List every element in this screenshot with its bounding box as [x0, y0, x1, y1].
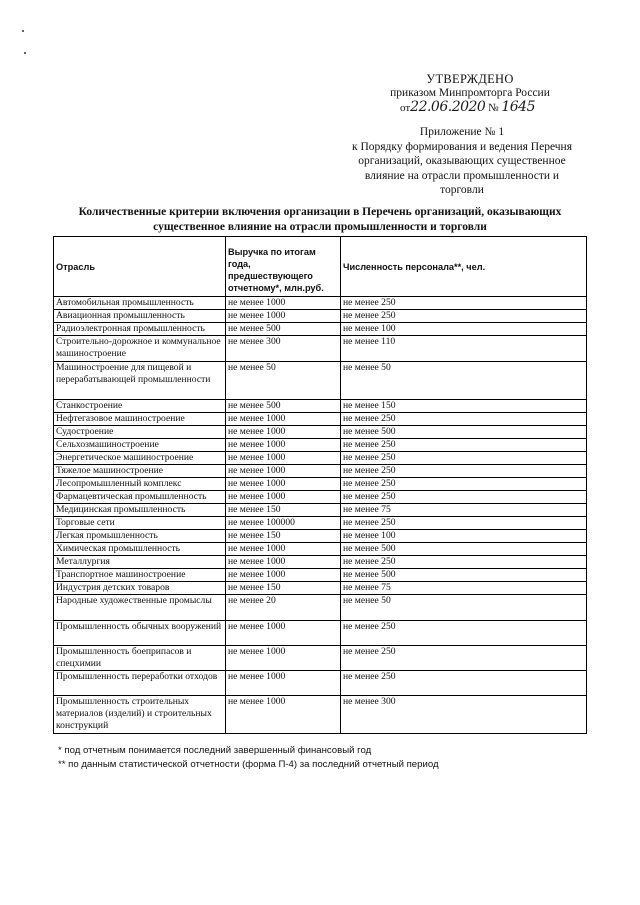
approval-date-number	[400, 100, 600, 116]
table-row	[54, 582, 587, 595]
table-row	[54, 671, 587, 696]
cell-industry: Строительно-дорожное и коммунальное машиностроение	[54, 336, 226, 362]
document-heading	[56, 205, 584, 234]
handwritten-number: 1645	[501, 99, 535, 115]
cell-staff: не менее 150	[341, 400, 587, 413]
cell-revenue: не менее 1000	[226, 297, 341, 310]
cell-staff: не менее 75	[341, 582, 587, 595]
cell-revenue: не менее 1000	[226, 465, 341, 478]
cell-staff: не менее 500	[341, 426, 587, 439]
table-row	[54, 297, 587, 310]
header-revenue: Выручка по итогам года, предшествующего отчетному*, млн.руб.	[226, 237, 341, 297]
table-row	[54, 400, 587, 413]
table-row	[54, 452, 587, 465]
table-row	[54, 696, 587, 734]
cell-industry: Индустрия детских товаров	[54, 582, 226, 595]
appendix-line: к Порядку формирования и ведения Перечня	[352, 140, 572, 153]
cell-revenue: не менее 1000	[226, 569, 341, 582]
table-row	[54, 556, 587, 569]
cell-industry: Авиационная промышленность	[54, 310, 226, 323]
cell-revenue: не менее 1000	[226, 452, 341, 465]
cell-revenue: не менее 20	[226, 595, 341, 621]
scan-speck	[24, 52, 26, 54]
cell-industry: Радиоэлектронная промышленность	[54, 323, 226, 336]
cell-revenue: не менее 1000	[226, 671, 341, 696]
cell-revenue: не менее 1000	[226, 621, 341, 646]
cell-revenue: не менее 1000	[226, 696, 341, 734]
cell-industry: Транспортное машиностроение	[54, 569, 226, 582]
cell-industry: Торговые сети	[54, 517, 226, 530]
cell-staff: не менее 100	[341, 323, 587, 336]
approval-order: приказом Минпромторга России	[390, 87, 550, 99]
footnote-1: * под отчетным понимается последний завершенный финансовый год	[58, 745, 372, 756]
cell-revenue: не менее 500	[226, 400, 341, 413]
header-industry: Отрасль	[54, 237, 226, 297]
table-row	[54, 517, 587, 530]
handwritten-date: 22.06.2020	[410, 99, 486, 115]
cell-staff: не менее 250	[341, 621, 587, 646]
table-row	[54, 478, 587, 491]
appendix-line: торговли	[440, 184, 484, 196]
cell-industry: Промышленность строительных материалов (изделий) и строительных конструкций	[54, 696, 226, 734]
footnote-2: ** по данным статистической отчетности (форма П-4) за последний отчетный период	[58, 759, 439, 770]
cell-staff: не менее 250	[341, 478, 587, 491]
cell-revenue: не менее 1000	[226, 426, 341, 439]
cell-industry: Народные художественные промыслы	[54, 595, 226, 621]
cell-industry: Судостроение	[54, 426, 226, 439]
cell-revenue: не менее 1000	[226, 543, 341, 556]
cell-industry: Автомобильная промышленность	[54, 297, 226, 310]
table-row	[54, 336, 587, 362]
cell-staff: не менее 250	[341, 646, 587, 671]
cell-revenue: не менее 1000	[226, 439, 341, 452]
number-prefix: №	[488, 102, 499, 114]
cell-staff: не менее 250	[341, 556, 587, 569]
header-staff: Численность персонала**, чел.	[341, 237, 587, 297]
cell-industry: Медицинская промышленность	[54, 504, 226, 517]
cell-revenue: не менее 300	[226, 336, 341, 362]
table-row	[54, 439, 587, 452]
cell-revenue: не менее 150	[226, 504, 341, 517]
cell-industry: Легкая промышленность	[54, 530, 226, 543]
cell-revenue: не менее 500	[226, 323, 341, 336]
table-row	[54, 413, 587, 426]
cell-staff: не менее 100	[341, 530, 587, 543]
cell-industry: Машиностроение для пищевой и перерабатывающей промышленности	[54, 362, 226, 400]
cell-industry: Лесопромышленный комплекс	[54, 478, 226, 491]
table-row	[54, 504, 587, 517]
cell-revenue: не менее 150	[226, 582, 341, 595]
cell-industry: Нефтегазовое машиностроение	[54, 413, 226, 426]
table-row	[54, 595, 587, 621]
cell-industry: Станкостроение	[54, 400, 226, 413]
appendix-line: организаций, оказывающих существенное	[358, 155, 566, 167]
cell-industry: Энергетическое машиностроение	[54, 452, 226, 465]
date-prefix: от	[400, 102, 411, 114]
footnotes	[58, 744, 598, 772]
heading-line: Количественные критерии включения организации в Перечень организаций, оказывающих	[78, 206, 562, 218]
cell-revenue: не менее 1000	[226, 491, 341, 504]
table-row	[54, 491, 587, 504]
table-header-row	[54, 237, 587, 297]
cell-industry: Химическая промышленность	[54, 543, 226, 556]
cell-industry: Фармацевтическая промышленность	[54, 491, 226, 504]
cell-revenue: не менее 1000	[226, 478, 341, 491]
cell-staff: не менее 250	[341, 413, 587, 426]
table-row	[54, 426, 587, 439]
cell-revenue: не менее 1000	[226, 310, 341, 323]
cell-industry: Тяжелое машиностроение	[54, 465, 226, 478]
appendix-line: влияние на отрасли промышленности и	[364, 169, 560, 182]
heading-line: существенное влияние на отрасли промышленности и торговли	[153, 220, 487, 233]
cell-revenue: не менее 1000	[226, 556, 341, 569]
appendix-title: Приложение № 1	[419, 126, 505, 138]
table-row	[54, 569, 587, 582]
table-row	[54, 621, 587, 646]
cell-staff: не менее 75	[341, 504, 587, 517]
appendix-block	[326, 125, 598, 198]
cell-staff: не менее 250	[341, 439, 587, 452]
cell-staff: не менее 250	[341, 465, 587, 478]
cell-industry: Металлургия	[54, 556, 226, 569]
cell-revenue: не менее 1000	[226, 413, 341, 426]
table-row	[54, 310, 587, 323]
criteria-table	[53, 236, 587, 734]
approval-stamp	[370, 72, 570, 116]
approval-title: УТВЕРЖДЕНО	[426, 72, 514, 86]
cell-revenue: не менее 50	[226, 362, 341, 400]
cell-staff: не менее 250	[341, 297, 587, 310]
scan-speck	[22, 30, 24, 32]
cell-revenue: не менее 100000	[226, 517, 341, 530]
cell-industry: Промышленность обычных вооружений	[54, 621, 226, 646]
cell-staff: не менее 50	[341, 362, 587, 400]
cell-staff: не менее 250	[341, 310, 587, 323]
cell-revenue: не менее 1000	[226, 646, 341, 671]
cell-staff: не менее 300	[341, 696, 587, 734]
table-row	[54, 646, 587, 671]
table-row	[54, 530, 587, 543]
cell-staff: не менее 250	[341, 671, 587, 696]
cell-staff: не менее 50	[341, 595, 587, 621]
cell-staff: не менее 500	[341, 543, 587, 556]
table-row	[54, 323, 587, 336]
table-row	[54, 362, 587, 400]
cell-staff: не менее 250	[341, 491, 587, 504]
cell-industry: Промышленность боеприпасов и спецхимии	[54, 646, 226, 671]
cell-industry: Сельхозмашиностроение	[54, 439, 226, 452]
cell-staff: не менее 250	[341, 517, 587, 530]
table-row	[54, 543, 587, 556]
cell-staff: не менее 500	[341, 569, 587, 582]
cell-staff: не менее 110	[341, 336, 587, 362]
cell-industry: Промышленность переработки отходов	[54, 671, 226, 696]
cell-staff: не менее 250	[341, 452, 587, 465]
cell-revenue: не менее 150	[226, 530, 341, 543]
table-row	[54, 465, 587, 478]
